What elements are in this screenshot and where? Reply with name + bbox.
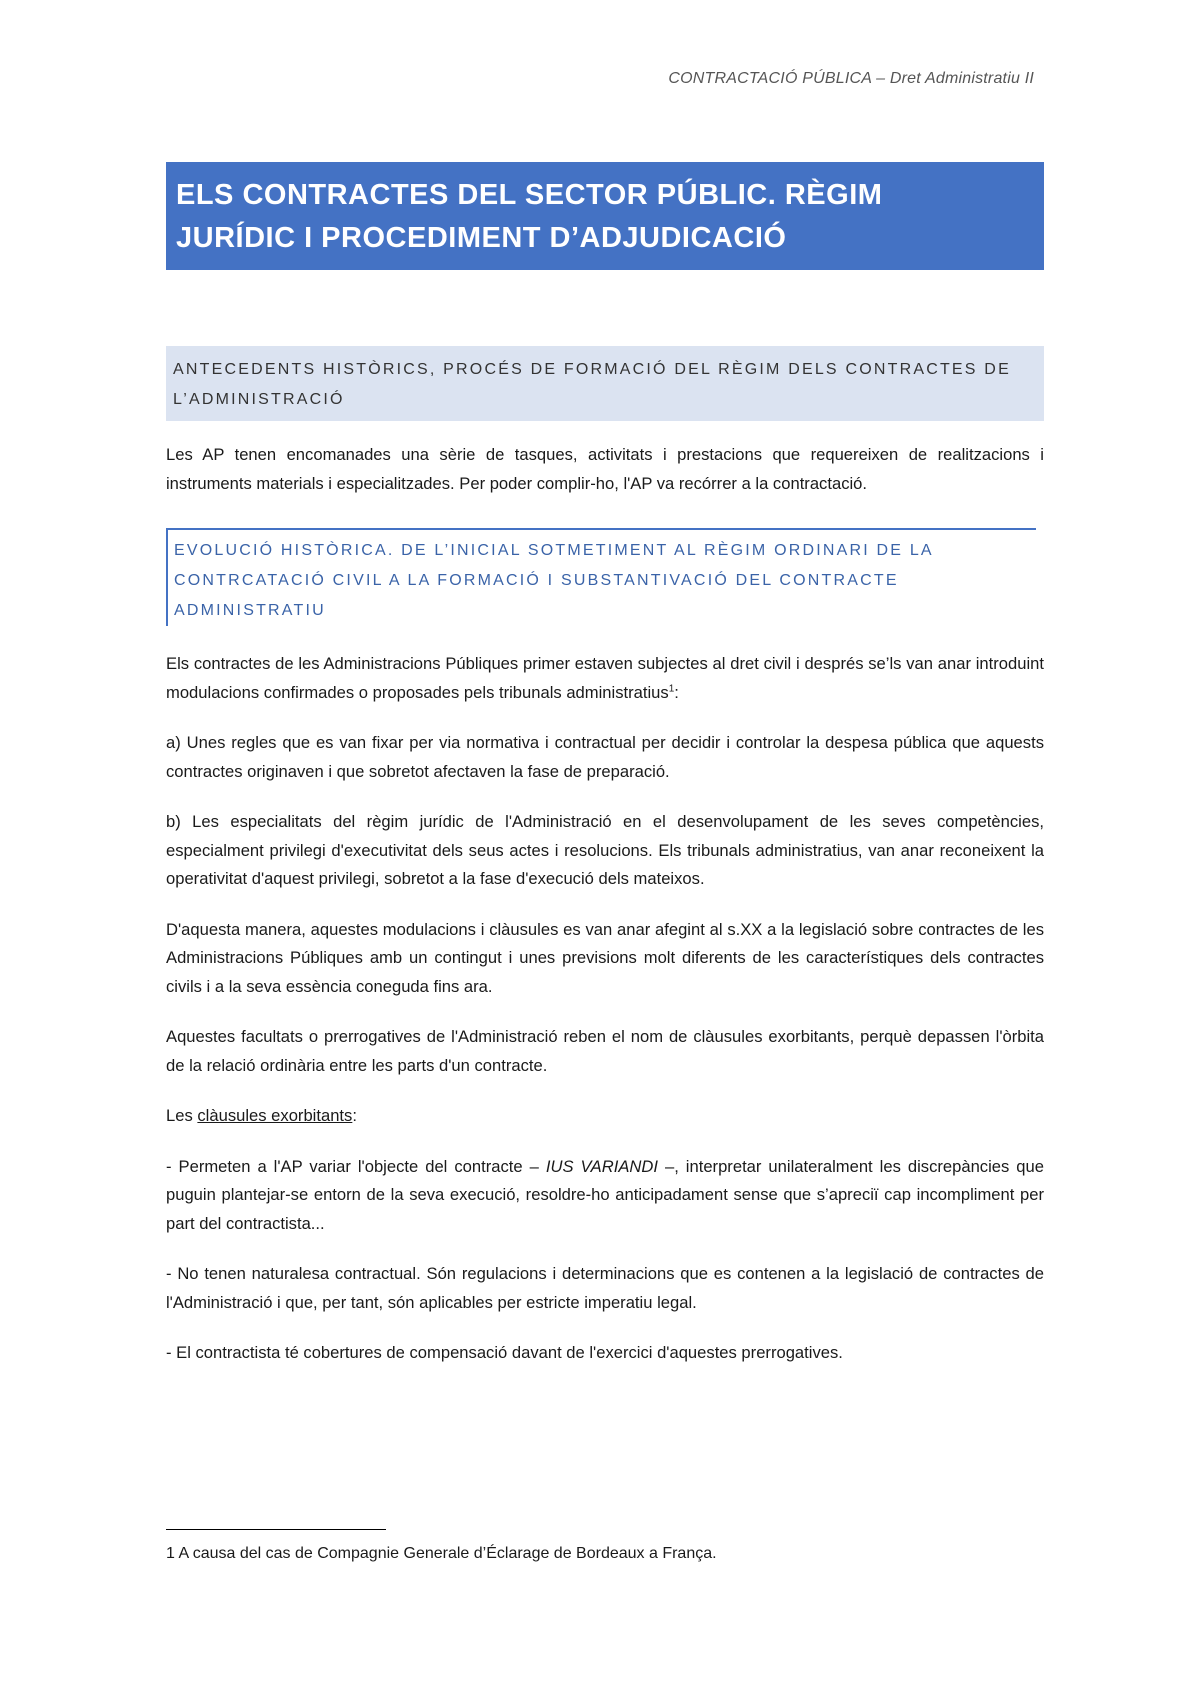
- section-heading-evolucio: EVOLUCIÓ HISTÒRICA. DE L’INICIAL SOTMETIMENT AL RÈGIM ORDINARI DE LA CONTRCATACIÓ CIVIL A LA FORMACIÓ I SUBSTANTIVACIÓ DEL CONTRACTE ADMINISTRATIU: [166, 528, 1036, 626]
- section-heading-antecedents: ANTECEDENTS HISTÒRICS, PROCÉS DE FORMACIÓ DEL RÈGIM DELS CONTRACTES DE L’ADMINISTRACIÓ: [166, 346, 1044, 421]
- footnote-1: 1 A causa del cas de Compagnie Generale d’Éclarage de Bordeaux a França.: [166, 1545, 717, 1562]
- bullet-permeten: - Permeten a l'AP variar l'objecte del contracte – IUS VARIANDI –, interpretar unilateralment les discrepàncies que puguin plantejar-se entorn de la seva execució, resoldre-ho anticipadament sense que s’apreciï cap incompliment per part del contractista...: [166, 1156, 1044, 1233]
- document-title: [166, 162, 1044, 270]
- bullet-naturalesa: - No tenen naturalesa contractual. Són regulacions i determinacions que es contenen a la legislació de contractes de l'Administració i que, per tant, són aplicables per estricte imperatiu legal.: [166, 1264, 1044, 1312]
- paragraph-facultats: Aquestes facultats o prerrogatives de l'Administració reben el nom de clàusules exorbitants, perquè depassen l'òrbita de la relació ordinària entre les parts d'un contracte.: [166, 1027, 1044, 1075]
- paragraph-intro: Les AP tenen encomanades una sèrie de tasques, activitats i prestacions que requereixen de realitzacions i instruments materials i especialitzades. Per poder complir-ho, l'AP va recórrer a la contractació.: [166, 445, 1044, 493]
- bullet-cobertures: - El contractista té cobertures de compensació davant de l'exercici d'aquestes prerrogatives.: [166, 1343, 843, 1362]
- paragraph-point-a: a) Unes regles que es van fixar per via normativa i contractual per decidir i controlar la despesa pública que aquests contractes originaven i que sobretot afectaven la fase de preparació.: [166, 733, 1044, 781]
- document-body: [166, 162, 1044, 1368]
- clauses-label: Les clàusules exorbitants:: [166, 1106, 357, 1125]
- paragraph-point-b: b) Les especialitats del règim jurídic de l'Administració en el desenvolupament de les seves competències, especialment privilegi d'executivitat dels seus actes i resolucions. Els tribunals administratius, van anar reconeixent la operativitat d'aquest privilegi, sobretot a la fase d'execució dels mateixos.: [166, 812, 1044, 888]
- footnote-ref[interactable]: 1: [668, 682, 675, 694]
- title-line-2: JURÍDIC I PROCEDIMENT D’ADJUDICACIÓ: [176, 222, 787, 254]
- running-header: CONTRACTACIÓ PÚBLICA – Dret Administratiu II: [668, 70, 1034, 87]
- paragraph-contractes: Els contractes de les Administracions Públiques primer estaven subjectes al dret civil i després se’ls van anar introduint modulacions confirmades o proposades pels tribunals administratius$^1$:: [166, 654, 1044, 702]
- title-line-1: ELS CONTRACTES DEL SECTOR PÚBLIC. RÈGIM: [176, 179, 883, 211]
- footnote-divider: [166, 1529, 386, 1530]
- paragraph-modulacions: D'aquesta manera, aquestes modulacions i clàusules es van anar afegint al s.XX a la legislació sobre contractes de les Administracions Públiques amb un contingut i unes previsions molt diferents de les característiques dels contractes civils i a la seva essència coneguda fins ara.: [166, 919, 1044, 996]
